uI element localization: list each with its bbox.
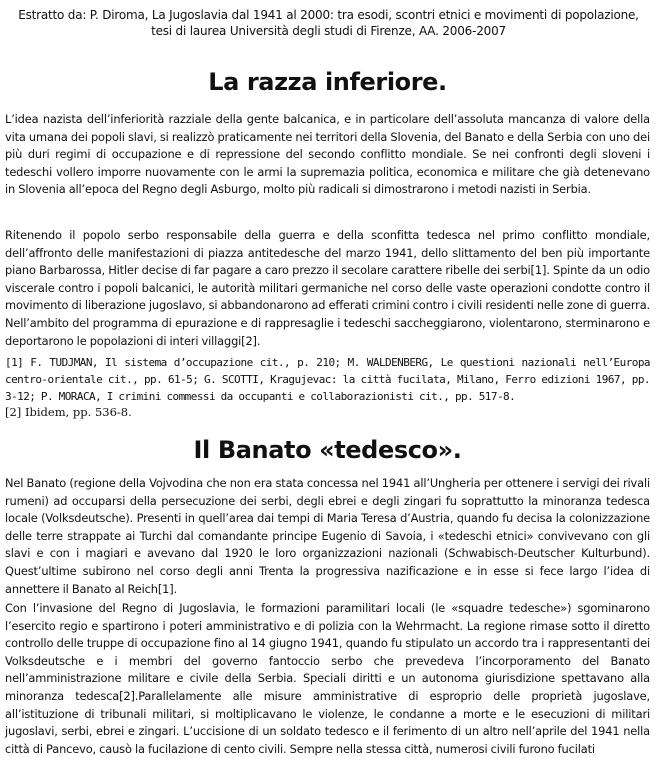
footnote-2: [2] Ibidem, pp. 536-8. (5, 405, 132, 419)
paragraph-2: Ritenendo il popolo serbo responsabile della guerra e della sconfitta tedesca nel primo conflitto mondiale, dell’affronto delle manifestazioni di piazza antitedesche del marzo 1941, dello slittamento del ben più importante piano Barbarossa, Hitler decise di far pagare a caro prezzo il secolare carattere ribelle dei serbi[1]. Spinte da un odio viscerale contro i popoli balcanici, le autorità militari germaniche nel corso delle vaste operazioni condotte contro il movimento di liberazione jugoslavo, si abbandonarono ad efferati crimini contro i civili residenti nelle zone di guerra. Nell’ambito del programma di epurazione e di rappresaglie i tedeschi saccheggiarono, violentarono, sterminarono e deportarono le popolazioni di interi villaggi[2]. (5, 228, 650, 348)
paragraph-3: Nel Banato (regione della Vojvodina che non era stata concessa nel 1941 all’Ungheria per ottenere i servigi dei rivali rumeni) ad occuparsi della persecuzione dei serbi, degli ebrei e degli zingari fu soprattutto la minoranza tedesca locale (Volksdeutsche). Presenti in quell’area dai tempi di Maria Teresa d’Austria, quando fu decisa la colonizzazione delle terre strappate ai Turchi dal comandante principe Eugenio di Savoia, i «tedeschi etnici» convivevano con gli slavi e con i magiari e avevano dal 1920 le loro organizzazioni nazionali (Schwabisch-Deutscher Kulturbund). Quest’ultime subirono nel corso degli anni Trenta la progressiva nazificazione e in esse si fece largo l’idea di annettere il Banato al Reich[1]. (5, 476, 650, 596)
paragraph-4: Con l’invasione del Regno di Jugoslavia, le formazioni paramilitari locali (le «squadre tedesche») sgominarono l’esercito regio e spartirono i poteri amministrativo e di polizia con la Wehrmacht. La regione rimase sotto il diretto controllo delle truppe di occupazione fino al 14 giugno 1941, quando fu stipulato un accordo tra i rappresentanti dei Volksdeutsche e i membri del governo fantoccio serbo che prevedeva l’incorporamento del Banato nell’amministrazione militare e civile della Serbia. Speciali diritti e un autonoma giurisdizione spettavano alla minoranza tedesca[2].Parallelamente alle misure amministrative di esproprio delle proprietà jugoslave, all’istituzione di tribunali militari, si moltiplicavano le violenze, le condanne a morte e le esecuzioni di militari jugoslavi, serbi, ebrei e zingari. L’uccisione di un soldato tedesco e il ferimento di un altro nell’aprile del 1941 nella città di Pancevo, causò la fucilazione di cento civili. Sempre nella stessa città, numerosi civili furono fucilati (5, 601, 650, 756)
source-header (10, 7, 647, 39)
section-title-banato-tedesco: Il Banato «tedesco». (193, 436, 462, 464)
source-line-1: Estratto da: P. Diroma, La Jugoslavia dal 1941 al 2000: tra esodi, scontri etnici e movimenti di popolazione, (18, 8, 639, 22)
footnote-1: [1] F. TUDJMAN, Il sistema d’occupazione cit., p. 210; M. WALDENBERG, Le questioni nazionali nell’Europa centro-orientale cit., pp. 61-5; G. SCOTTI, Kragujevac: la città fucilata, Milano, Ferro edizioni 1967, pp. 3-12; P. MORACA, I crimini commessi da occupanti e collaborazionisti cit., pp. 517-8. (5, 356, 650, 403)
source-line-2: tesi di laurea Università degli studi di Firenze, AA. 2006-2007 (151, 24, 506, 38)
section-title-razza-inferiore: La razza inferiore. (208, 68, 447, 96)
paragraph-1: L’idea nazista dell’inferiorità razziale della gente balcanica, e in particolare dell’assoluta mancanza di valore della vita umana dei popoli slavi, si realizzò praticamente nei territori della Slovenia, del Banato e della Serbia con uno dei più duri regimi di occupazione e di repressione del secondo conflitto mondiale. Se nei confronti degli sloveni i tedeschi vollero imporre nuovamente con le armi la supremazia politica, economica e militare che già detenevano in Slovenia all’epoca del Regno degli Asburgo, molto più radicali si dimostrarono i metodi nazisti in Serbia. (5, 112, 650, 197)
